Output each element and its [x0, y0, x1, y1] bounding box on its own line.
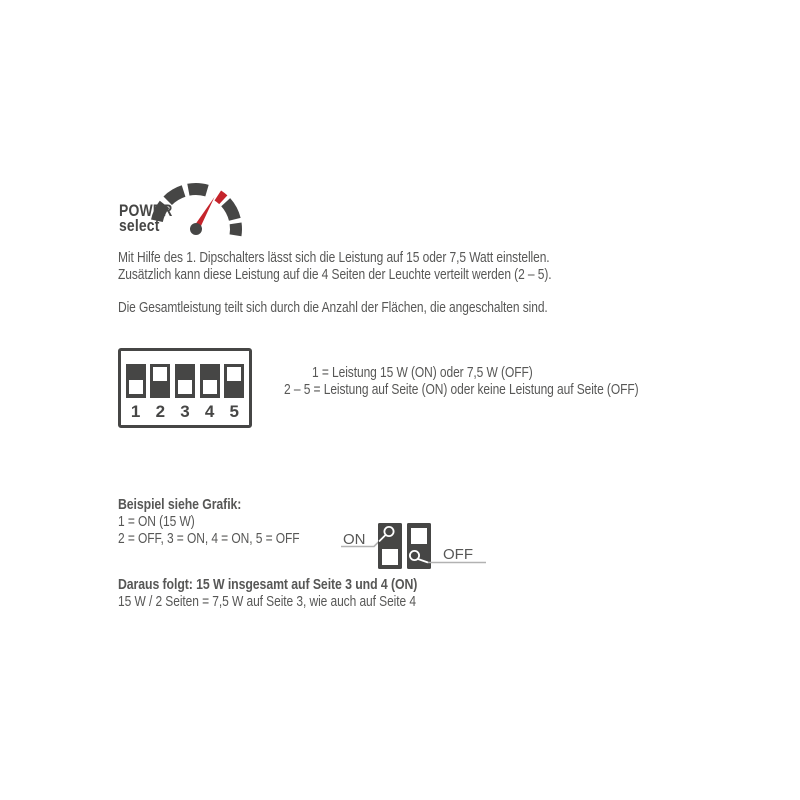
dip-switch-1 [126, 364, 146, 398]
dip-switch-number: 2 [155, 402, 166, 421]
intro-line-2: Zusätzlich kann diese Leistung auf die 4 Seiten der Leuchte verteilt werden (2 – 5). [118, 266, 552, 283]
off-label: OFF [443, 546, 473, 563]
switch-knob [153, 367, 167, 381]
switch-knob [382, 549, 398, 565]
dip-switch-number: 1 [130, 402, 141, 421]
switch-knob [129, 380, 143, 394]
dip-switch-2 [150, 364, 170, 398]
dip-switch-4 [200, 364, 220, 398]
dip-switch-number: 3 [180, 402, 190, 421]
conclusion-line-1: 15 W / 2 Seiten = 7,5 W auf Seite 3, wie auch auf Seite 4 [118, 593, 416, 610]
example-line-1: 1 = ON (15 W) [118, 513, 195, 530]
intro-line-1: Mit Hilfe des 1. Dipschalters lässt sich die Leistung auf 15 oder 7,5 Watt einstellen. [118, 249, 550, 266]
switch-knob [227, 367, 241, 381]
dip-switch-number: 4 [204, 402, 215, 421]
example-heading: Beispiel siehe Grafik: [118, 496, 242, 513]
dip-switch-numbers [121, 402, 249, 422]
intro-line-3: Die Gesamtleistung teilt sich durch die Anzahl der Flächen, die angeschalten sind. [118, 299, 548, 316]
gauge-hub [190, 223, 202, 235]
dip-switch-diagram [118, 348, 252, 428]
on-off-switch-legend [333, 516, 493, 572]
logo-select-text: select [119, 216, 160, 235]
switch-knob [178, 380, 192, 394]
dip-switch-number: 5 [229, 402, 240, 421]
switch-knob [411, 528, 427, 544]
dip-legend-line-2: 2 – 5 = Leistung auf Seite (ON) oder keine Leistung auf Seite (OFF) [284, 381, 639, 398]
switch-knob [203, 380, 217, 394]
dip-switch-3 [175, 364, 195, 398]
on-label: ON [343, 531, 366, 548]
conclusion-heading: Daraus folgt: 15 W insgesamt auf Seite 3 und 4 (ON) [118, 576, 418, 593]
dip-switch-row [121, 364, 249, 398]
logo-power-text: POWER [119, 201, 173, 220]
example-line-2: 2 = OFF, 3 = ON, 4 = ON, 5 = OFF [118, 530, 300, 547]
dip-switch-5 [224, 364, 244, 398]
logo-text [119, 203, 172, 233]
dip-legend-line-1: 1 = Leistung 15 W (ON) oder 7,5 W (OFF) [312, 364, 533, 381]
